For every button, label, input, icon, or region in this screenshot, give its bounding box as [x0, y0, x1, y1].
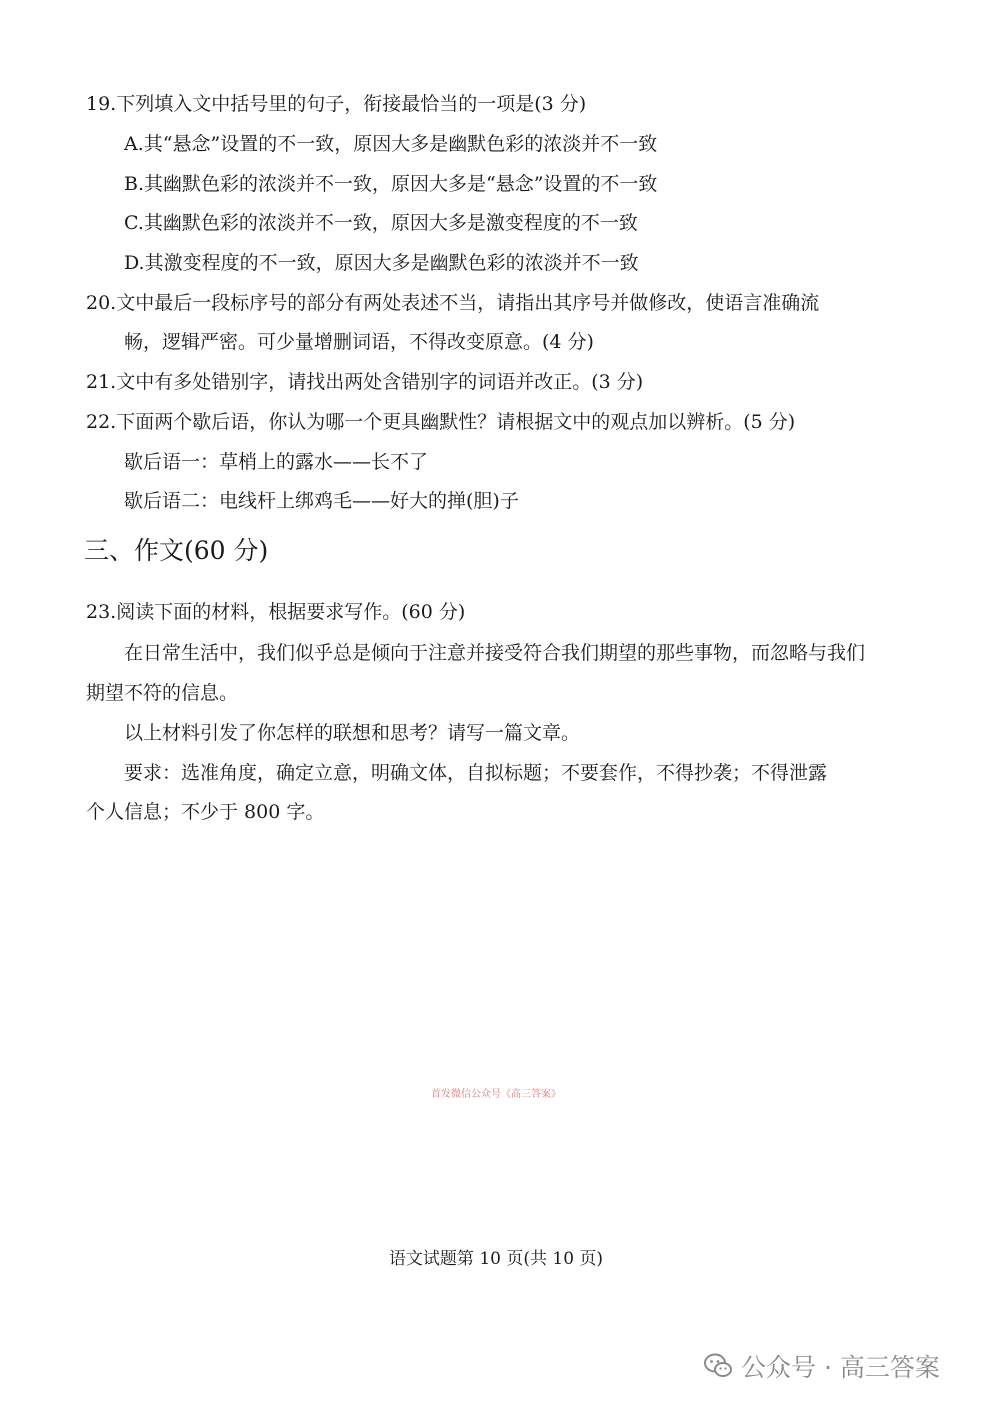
q23-requirements-line-2: 个人信息；不少于 800 字。	[86, 801, 325, 823]
q23-requirements-line-1: 要求：选准角度，确定立意，明确文体，自拟标题；不要套作，不得抄袭；不得泄露	[124, 762, 828, 784]
q19-option-b: B.其幽默色彩的浓淡并不一致，原因大多是“悬念”设置的不一致	[124, 173, 658, 195]
q19-option-d: D.其激变程度的不一致，原因大多是幽默色彩的浓淡并不一致	[124, 252, 639, 274]
q20-line-2: 畅，逻辑严密。可少量增删词语，不得改变原意。(4 分)	[124, 331, 594, 353]
wechat-badge-label: 公众号 · 高三答案	[741, 1353, 940, 1382]
q22-item-1: 歇后语一：草梢上的露水——长不了	[124, 451, 429, 473]
watermark-text: 首发微信公众号《高三答案》	[431, 1089, 561, 1100]
question-21: 21.文中有多处错别字，请找出两处含错别字的词语并改正。(3 分)	[86, 371, 644, 393]
q19-stem: 19.下列填入文中括号里的句子，衔接最恰当的一项是(3 分)	[86, 93, 587, 115]
q22-item-2: 歇后语二：电线杆上绑鸡毛——好大的掸(胆)子	[124, 490, 519, 512]
q23-prompt: 以上材料引发了你怎样的联想和思考？请写一篇文章。	[124, 722, 581, 744]
wechat-badge	[703, 1348, 940, 1384]
wechat-icon	[703, 1353, 733, 1379]
q19-option-a: A.其“悬念”设置的不一致，原因大多是幽默色彩的浓淡并不一致	[124, 133, 658, 155]
q19-option-c: C.其幽默色彩的浓淡并不一致，原因大多是激变程度的不一致	[124, 212, 638, 234]
q23-material-line-2: 期望不符的信息。	[86, 682, 239, 704]
section-3-title: 三、作文(60 分)	[84, 536, 269, 565]
q23-stem: 23.阅读下面的材料，根据要求写作。(60 分)	[86, 601, 466, 623]
page-footer: 语文试题第 10 页(共 10 页)	[388, 1249, 604, 1269]
q22-stem: 22.下面两个歇后语，你认为哪一个更具幽默性？请根据文中的观点加以辨析。(5 分)	[86, 411, 796, 433]
q23-material-line-1: 在日常生活中，我们似乎总是倾向于注意并接受符合我们期望的那些事物，而忽略与我们	[124, 642, 866, 664]
q20-line-1: 20.文中最后一段标序号的部分有两处表述不当，请指出其序号并做修改，使语言准确流	[86, 292, 820, 314]
